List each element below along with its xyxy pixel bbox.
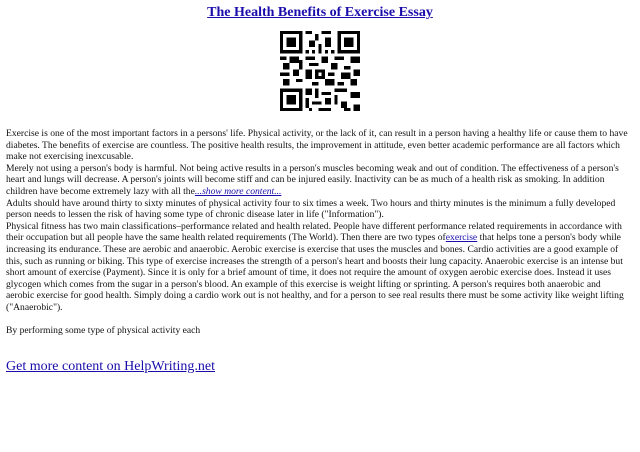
get-more-content-link[interactable]: Get more content on HelpWriting.net <box>6 359 215 374</box>
paragraph-text: Merely not using a person's body is harmful. Not being active results in a person's muscles becoming weak and out of condition. The effectiveness of a person's heart and lungs will decrease. A person's joints will become stiff and can be injured easily. Inactivity can be as much of a health risk as smoking. In addition children have become extremely lazy with all the <box>6 162 619 197</box>
essay-paragraph: Exercise is one of the most important factors in a persons' life. Physical activity, or the lack of it, can result in a person having a healthy life or cause them to have diabetes. The benefits of exercise are countless. The positive health results, the improvement in attitude, even better academic performance are all factors which make not exercising inexcusable. <box>6 128 628 163</box>
essay-body <box>6 128 628 336</box>
exercise-link[interactable]: exercise <box>445 232 478 244</box>
paragraph-gap <box>6 314 628 325</box>
paragraph-text: that helps tone a person's body while increasing its endurance. These are aerobic and anaerobic. Aerobic exercise is exercise that uses the muscles and bones. Cardio activities are a good example of this, such as running or biking. This type of exercise increases the strength of a person's heart and boosts their lung capacity. Anaerobic exercise is an intense but short amount of exercise (Payment). Since it is only for a brief amount of time, it does not require the amount of oxygen aerobic exercise does. Instead it uses glycogen which comes from the sugar in a person's blood. An example of this exercise is weight lifting or sprinting. A person's requires both anaerobic and aerobic exercise for good health. Simply doing a cardio work out is not healthy, and for a person to see real results there must be some activity like weight lifting ("Anaerobic"). <box>6 232 624 313</box>
essay-paragraph <box>6 163 628 198</box>
paragraph-text: Physical fitness has two main classifications–performance related and health related. People have different performance related requirements in accordance with their occupation but all people have the same health related requirements (The World). Then there are two types of <box>6 220 622 244</box>
document-title[interactable]: The Health Benefits of Exercise Essay <box>207 5 433 20</box>
show-more-content-link[interactable]: ...show more content... <box>194 185 282 197</box>
essay-paragraph: By performing some type of physical activity each <box>6 324 201 336</box>
qr-code-icon <box>280 31 360 111</box>
essay-paragraph <box>6 221 628 314</box>
essay-paragraph: Adults should have around thirty to sixty minutes of physical activity four to six times a week. Two hours and thirty minutes is the minimum a fully developed person needs to lessen the risk of having some type of chronic disease later in life ("Information"). <box>6 197 616 221</box>
